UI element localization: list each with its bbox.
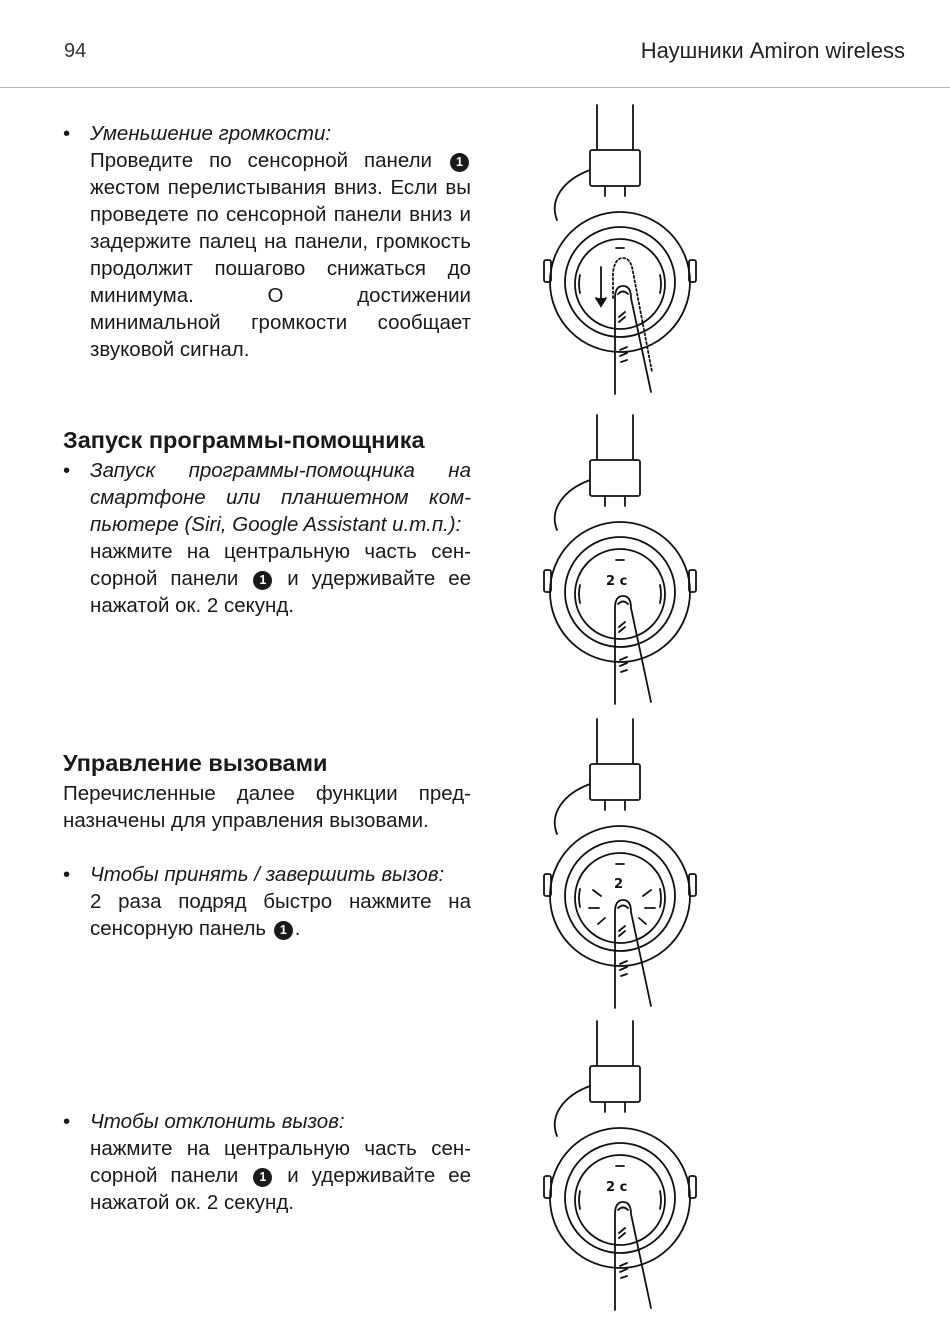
calls-intro: Перечисленные далее функции предназначены для управления вызовами. [63,782,471,832]
assistant-title: Запуск программы-помощника на смартфоне или планшетном компьютере (Siri, Google Assistant и.т.п.): [90,459,471,536]
hold-illustration [535,410,720,710]
touch-panel-marker: 1 [253,1168,272,1187]
hold-duration-label: 2 с [606,574,628,589]
page-header [0,0,950,88]
assistant-heading: Запуск программы-помощника [63,427,425,453]
reject-hold-illustration [535,1016,720,1316]
double-tap-illustration [535,714,720,1014]
volume-down-text: Проведите по сенсорной панели 1 жестом перелистывания вниз. Если вы проведете по сенсорной панели вниз и задержите палец на панели, громкость продолжит пошагово снижаться до минимума. О достижении минимальной громкости сообщает звуковой сигнал. [90,149,471,361]
tap-count-label: 2 [614,877,624,892]
assistant-text: нажмите на центральную часть сенсорной панели 1 и удерживайте ее нажатой ок. 2 секунд. [90,540,472,617]
touch-panel-marker: 1 [253,571,272,590]
header-rule [0,87,950,88]
volume-down-block [63,120,471,363]
calls-block [63,748,471,942]
accept-call-item [63,861,471,942]
accept-call-title: Чтобы принять / завершить вызов: [90,863,445,886]
assistant-block [63,425,471,619]
touch-panel-marker: 1 [274,921,293,940]
touch-panel-marker: 1 [450,153,469,172]
reject-call-block [63,1108,471,1216]
bullet-dot: • [63,1110,71,1133]
bullet-dot: • [63,122,71,145]
bullet-dot: • [63,863,71,886]
bullet-dot: • [63,459,71,482]
assistant-item [63,457,471,619]
volume-down-title: Уменьшение громкости: [90,122,332,145]
calls-heading: Управление вызовами [63,750,328,776]
reject-call-title: Чтобы отклонить вызов: [90,1110,345,1133]
accept-call-text: 2 раза подряд быстро нажмите на сенсорную панель 1 . [90,890,471,940]
volume-down-item [63,120,471,363]
reject-call-text: нажмите на центральную часть сенсорной панели 1 и удерживайте ее нажатой ок. 2 секунд. [90,1137,472,1214]
page-number: 94 [64,40,87,62]
swipe-down-illustration [535,100,720,400]
running-title: Наушники Amiron wireless [640,38,905,63]
hold-duration-label: 2 с [606,1180,628,1195]
reject-call-item [63,1108,471,1216]
